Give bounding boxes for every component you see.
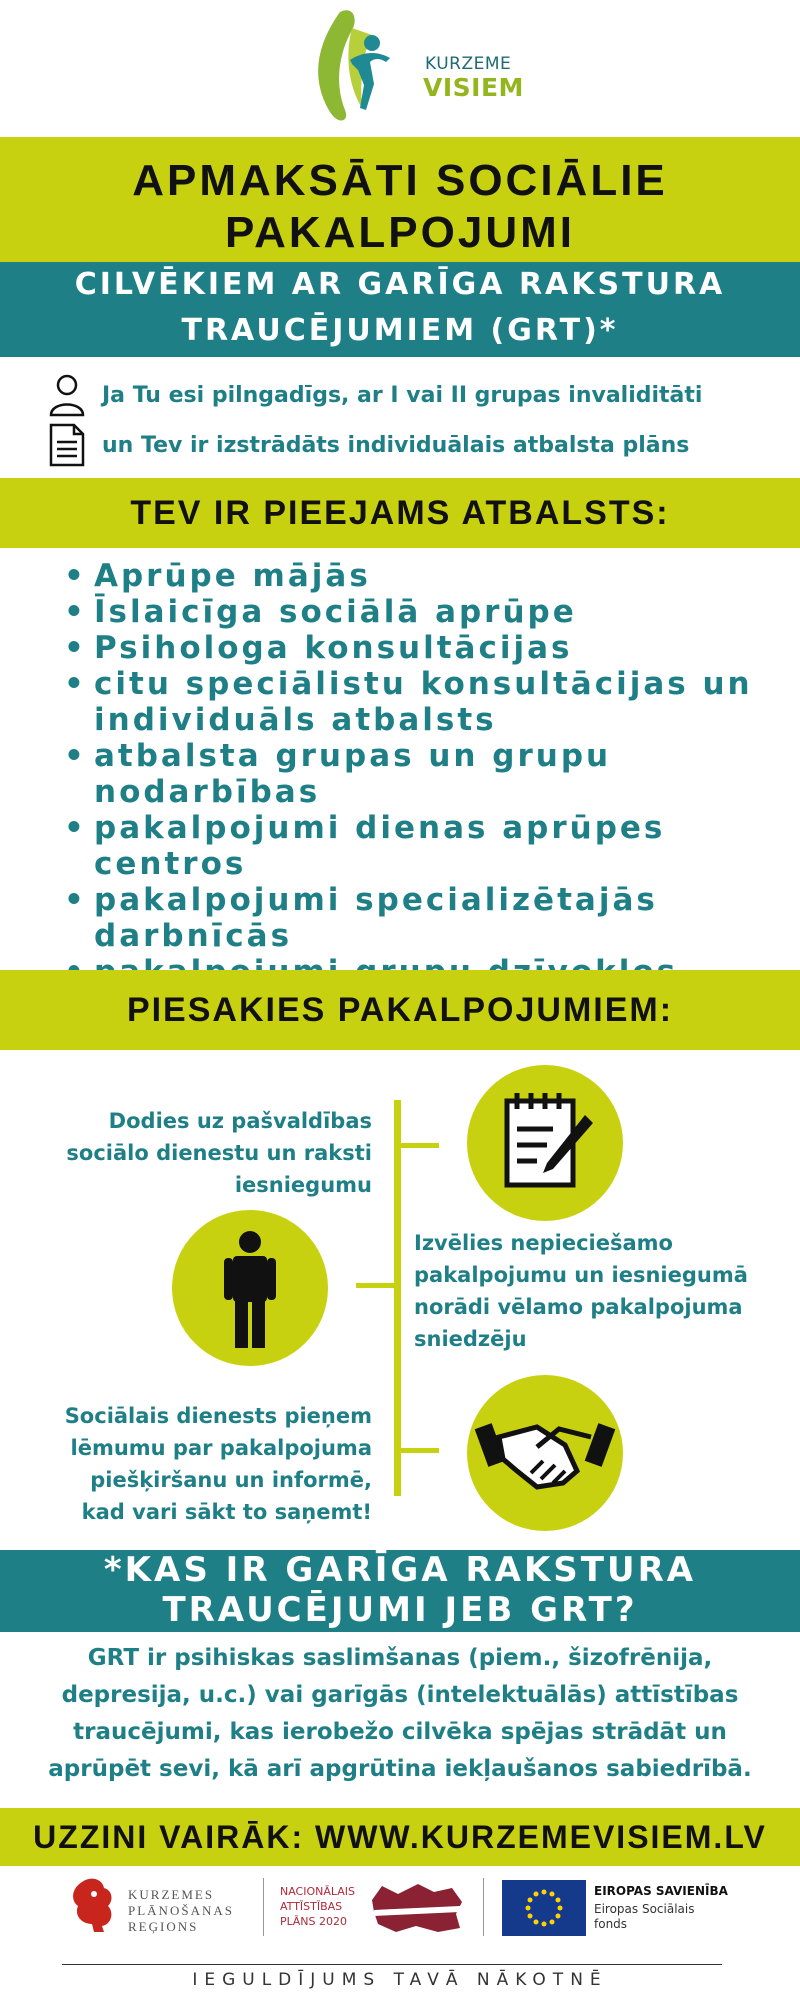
timeline-connector [401, 1448, 439, 1453]
list-item: • pakalpojumi specializētajās darbnīcās [62, 882, 792, 954]
eu-flag [502, 1880, 586, 1936]
support-heading: TEV IR PIEEJAMS ATBALSTS: [130, 494, 670, 532]
list-item: • atbalsta grupas un grupu nodarbības [62, 738, 792, 810]
support-list [62, 558, 792, 990]
partner-divider [263, 1878, 264, 1936]
condition-row [48, 372, 702, 418]
list-item: • Aprūpe mājās [62, 558, 792, 594]
more-info-link[interactable]: UZZINI VAIRĀK: WWW.KURZEMEVISIEM.LV [33, 1819, 767, 1855]
latvia-map-icon [368, 1880, 466, 1936]
step-text: Sociālais dienests pieņem lēmumu par pakalpojuma piešķiršanu un informē, kad vari sākt to saņemt! [64, 1404, 372, 1524]
eu-sub: Eiropas Sociālais [594, 1902, 695, 1916]
faq-body: GRT ir psihiskas saslimšanas (piem., šizofrēnija, depresija, u.c.) vai garīgās (intelektuālās) attīstības traucējumi, kas ierobežo cilvēka spējas strādāt un aprūpēt sevi, kā arī apgrūtina iekļaušanos sabiedrībā. [48, 1645, 752, 1782]
handshake-icon [467, 1375, 623, 1531]
timeline-connector [401, 1143, 439, 1148]
step-text: Dodies uz pašvaldības sociālo dienestu un raksti iesniegumu [66, 1109, 372, 1197]
condition-text: Ja Tu esi pilngadīgs, ar I vai II grupas invaliditāti [102, 382, 703, 408]
document-icon [48, 422, 86, 468]
step-circle [467, 1375, 623, 1531]
apply-heading: PIESAKIES PAKALPOJUMIEM: [126, 991, 674, 1029]
person-icon [172, 1210, 328, 1366]
latvia-map-logo [368, 1880, 466, 1936]
eu-sub: fonds [594, 1917, 628, 1931]
list-item: • citu speciālistu konsultācijas un individuāls atbalsts [62, 666, 792, 738]
eu-title: EIROPAS SAVIENĪBA [594, 1884, 728, 1898]
nap-line: ATTĪSTĪBAS [280, 1900, 343, 1913]
eu-stars-icon [502, 1880, 586, 1936]
condition-row [48, 422, 689, 468]
condition-text: un Tev ir izstrādāts individuālais atbalsta plāns [102, 432, 690, 458]
timeline-line [394, 1100, 401, 1496]
logo-text-visiem: VISIEM [423, 73, 524, 102]
step-circle [467, 1065, 623, 1221]
step-text: Izvēlies nepieciešamo pakalpojumu un iesniegumā norādi vēlamo pakalpojuma sniedzēju [414, 1231, 748, 1351]
faq-heading: *KAS IR GARĪGA RAKSTURA TRAUCĒJUMI JEB GRT? [103, 1550, 697, 1630]
kpr-lion-logo [68, 1876, 118, 1934]
page-title: APMAKSĀTI SOCIĀLIE PAKALPOJUMI [132, 156, 668, 257]
list-item: • Īslaicīga sociālā aprūpe [62, 594, 792, 630]
nap-line: NACIONĀLAIS [280, 1885, 356, 1898]
list-item: • Psihologa konsultācijas [62, 630, 792, 666]
nap-line: PLĀNS 2020 [280, 1915, 347, 1928]
step-circle [172, 1210, 328, 1366]
timeline-connector [356, 1283, 394, 1288]
list-item: • pakalpojumi dienas aprūpes centros [62, 810, 792, 882]
notepad-pencil-icon [467, 1065, 623, 1221]
footer-tagline: IEGULDĪJUMS TAVĀ NĀKOTNĒ [192, 1970, 608, 1990]
logo-text-kurzeme: KURZEME [425, 54, 512, 74]
lion-icon [68, 1876, 118, 1934]
partner-divider [483, 1878, 484, 1936]
nap-text [280, 1884, 355, 1929]
person-outline-icon [48, 373, 86, 417]
eu-text [594, 1884, 744, 1932]
footer-divider [62, 1964, 722, 1965]
kpr-text: KURZEMES PLĀNOŠANAS REĢIONS [128, 1887, 234, 1934]
page-subtitle: CILVĒKIEM AR GARĪGA RAKSTURA TRAUCĒJUMIEM (GRT)* [74, 267, 726, 348]
